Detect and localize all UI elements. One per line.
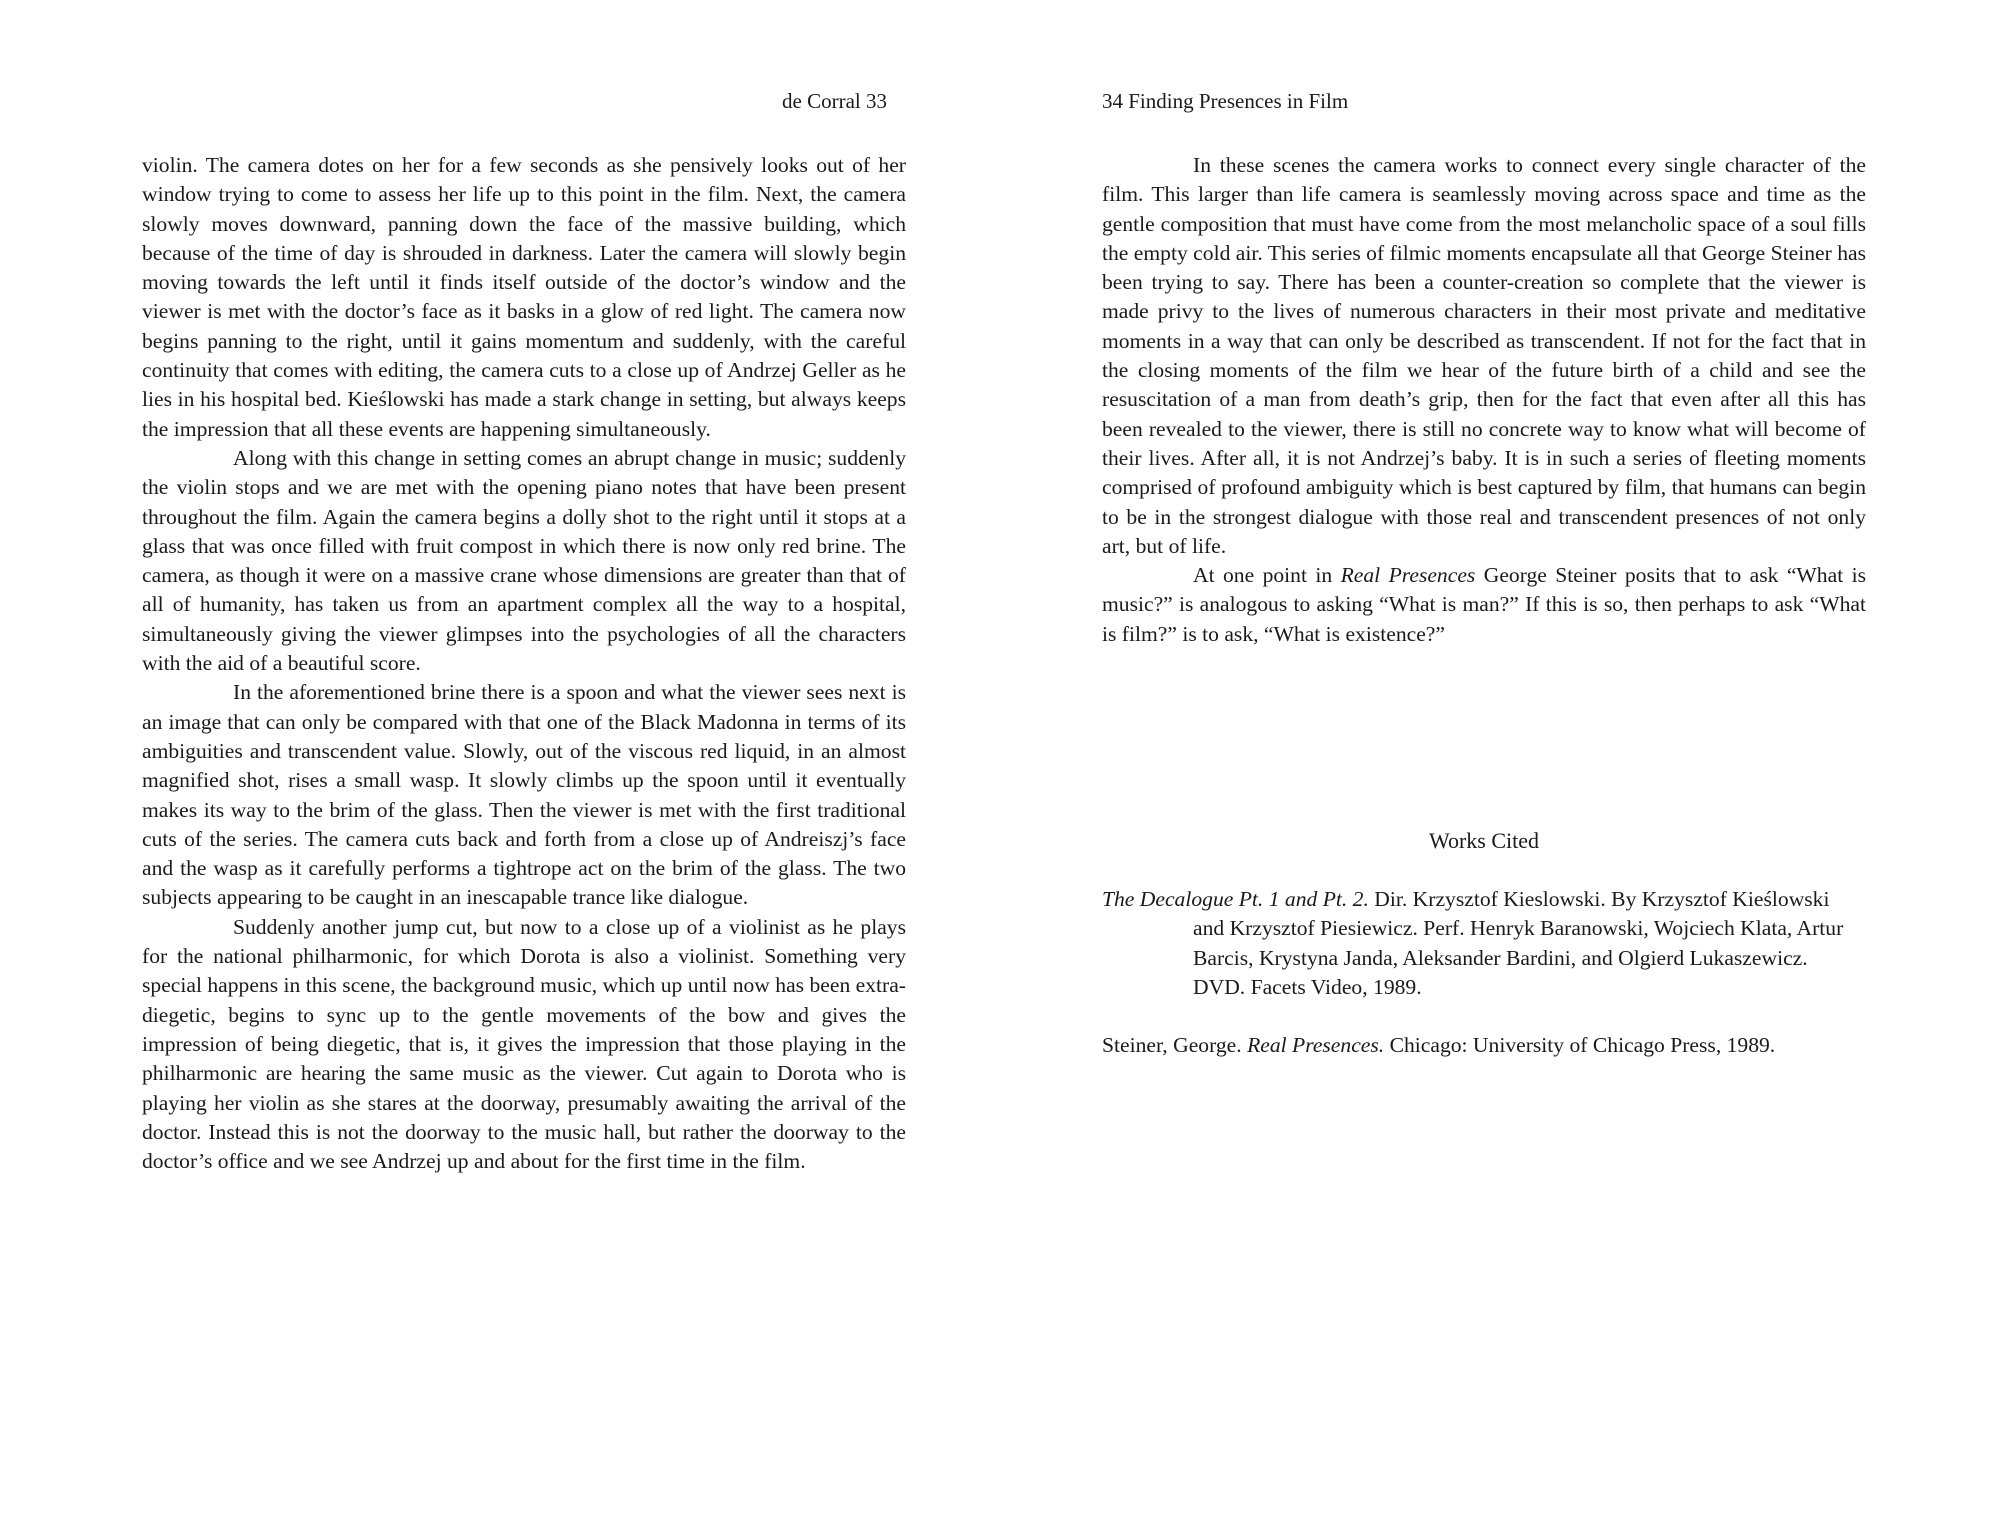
paragraph: In these scenes the camera works to connect every single character of the film. This larger than life camera is seamlessly moving across space and time as the gentle composition that must have come from the most melancholic space of a soul fills the empty cold air. This series of filmic moments encapsulate all that George Steiner has been trying to say. There has been a counter-creation so complete that the viewer is made privy to the lives of numerous characters in their most private and meditative moments in a way that can only be described as transcendent. If not for the fact that in the closing moments of the film we hear of the future birth of a child and see the resuscitation of a man from death’s grip, then for the fact that even after all this has been revealed to the viewer, there is still no concrete way to know what will become of their lives. After all, it is not Andrzej’s baby. It is in such a series of fleeting moments comprised of profound ambiguity which is best captured by film, that humans can begin to be in the strongest dialogue with those real and transcendent presences of not only art, but of life. xyxy=(1102,153,1866,558)
citation-entry xyxy=(1102,885,1854,1002)
paragraph: In the aforementioned brine there is a spoon and what the viewer sees next is an image that can only be compared with that one of the Black Madonna in terms of its ambiguities and transcendent value. Slowly, out of the viscous red liquid, in an almost magnified shot, rises a small wasp. It slowly climbs up the spoon until it eventually makes its way to the brim of the glass. Then the viewer is met with the first traditional cuts of the series. The camera cuts back and forth from a close up of Andreiszj’s face and the wasp as it carefully performs a tightrope act on the brim of the glass. The two subjects appearing to be caught in an inescapable trance like dialogue. xyxy=(142,680,906,910)
citation-author: Steiner, George. xyxy=(1102,1033,1248,1057)
paragraph-text: At one point in xyxy=(1193,563,1341,588)
right-page-body xyxy=(1102,151,1866,649)
paragraph: Along with this change in setting comes an abrupt change in music; suddenly the violin stops and we are met with the opening piano notes that have been present throughout the film. Again the camera begins a dolly shot to the right until it stops at a glass that was once filled with fruit compost in which there is now only red brine. The camera, as though it were on a massive crane whose dimensions are greater than that of all of humanity, has taken us from an apartment complex all the way to a hospital, simultaneously giving the viewer glimpses into the psychologies of all the characters with the aid of a beautiful score. xyxy=(142,445,906,676)
citation-text: Dir. Krzysztof Kieslowski. By Krzysztof Kieślowski and Krzysztof Piesiewicz. Perf. Henryk Baranowski, Wojciech Klata, Artur Barcis, Krystyna Janda, Aleksander Bardini, and Olgierd Lukaszewicz. DVD. Facets Video, 1989. xyxy=(1193,887,1844,999)
page-header-left: de Corral 33 xyxy=(782,89,887,113)
page-header-right: 34 Finding Presences in Film xyxy=(1102,89,1349,113)
paragraph xyxy=(1102,561,1866,649)
right-page xyxy=(1000,0,2000,1540)
citation-text: Chicago: University of Chicago Press, 1989. xyxy=(1384,1033,1776,1057)
paragraph: violin. The camera dotes on her for a few seconds as she pensively looks out of her window trying to come to assess her life up to this point in the film. Next, the camera slowly moves downward, panning down the face of the massive building, which because of the time of day is shrouded in darkness. Later the camera will slowly begin moving towards the left until it finds itself outside of the doctor’s window and the viewer is met with the doctor’s face as it basks in a glow of red light. The camera now begins panning to the right, until it gains momentum and suddenly, with the careful continuity that comes with editing, the camera cuts to a close up of Andrzej Geller as he lies in his hospital bed. Kieślowski has made a stark change in setting, but always keeps the impression that all these events are happening simultaneously. xyxy=(142,153,906,441)
works-cited-heading: Works Cited xyxy=(1428,828,1540,853)
book-title-italic: Real Presences xyxy=(1340,563,1476,588)
paragraph: Suddenly another jump cut, but now to a close up of a violinist as he plays for the national philharmonic, for which Dorota is also a violinist. Something very special happens in this scene, the background music, which up until now has been extra-diegetic, begins to sync up to the gentle movements of the bow and gives the impression of being diegetic, that is, it gives the impression that those playing in the philharmonic are hearing the same music as the viewer. Cut again to Dorota who is playing her violin as she stares at the doorway, presumably awaiting the arrival of the doctor. Instead this is not the doorway to the music hall, but rather the doorway to the doctor’s office and we see Andrzej up and about for the first time in the film. xyxy=(142,914,906,1174)
paragraph-text: George Steiner posits that to ask “What is music?” is analogous to asking “What is man?” If this is so, then perhaps to ask “What is film?” is to ask, “What is existence?” xyxy=(1102,563,1866,646)
citation-entry xyxy=(1102,1031,1854,1060)
citation-title-italic: The Decalogue Pt. 1 and Pt. 2. xyxy=(1102,887,1369,911)
left-page-body xyxy=(142,151,906,1176)
citation-title-italic: Real Presences. xyxy=(1247,1033,1385,1057)
